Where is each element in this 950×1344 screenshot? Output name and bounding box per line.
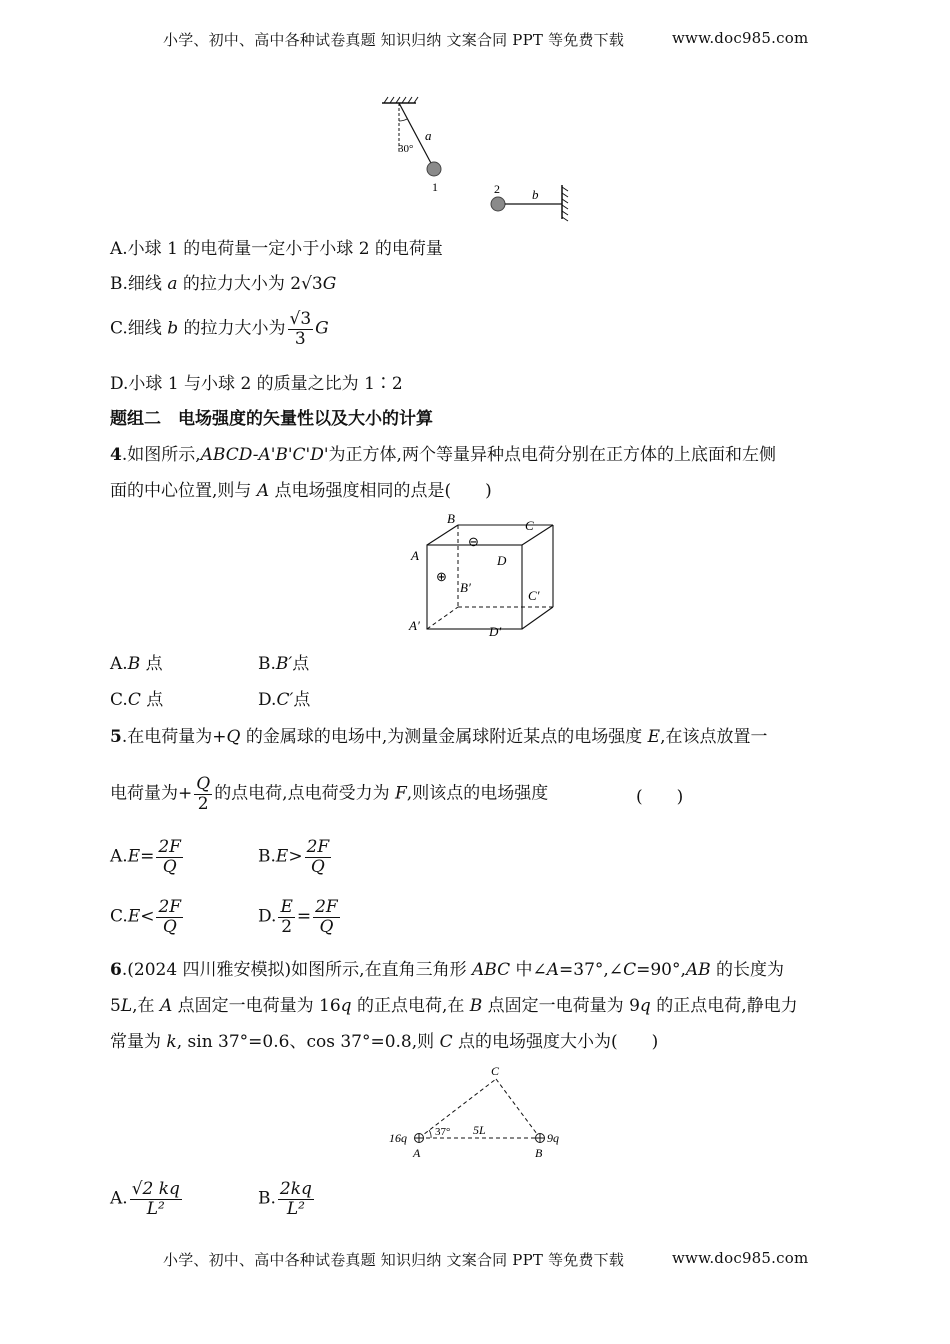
cube-label-D: D (497, 553, 507, 568)
q5-line-2: 电荷量为+ $\frac{Q}{2}$ 的点电荷,点电荷受力为 F,则该点的电场强度 (110, 774, 549, 814)
cube-label-Bprime: B′ (460, 580, 471, 595)
q5-option-b: B.E> $\frac{2F}{Q}$ (258, 837, 330, 877)
q5-option-c: C.E< $\frac{2F}{Q}$ (110, 897, 182, 937)
negative-charge-icon: ⊖ (468, 534, 479, 549)
tri-length-5L: 5L (473, 1123, 486, 1137)
figure-triangle (385, 1062, 575, 1162)
q5-answer-paren: ( ) (636, 787, 684, 807)
figure-pendulum (370, 95, 580, 225)
q6-line-3: 常量为 k, sin 37°=0.6、cos 37°=0.8,则 C 点的电场强度大小为( ) (110, 1032, 659, 1052)
q4-line-1: 4.如图所示,ABCD-A'B'C'D'为正方体,两个等量异种点电荷分别在正方体的上底面和左侧 (110, 445, 776, 465)
header-url: www.doc985.com (672, 29, 809, 47)
q4-line-2: 面的中心位置,则与 A 点电场强度相同的点是( ) (110, 481, 492, 501)
q6-line-2: 5L,在 A 点固定一电荷量为 16q 的正点电荷,在 B 点固定一电荷量为 9q 的正点电荷,静电力 (110, 996, 798, 1016)
header-text: 小学、初中、高中各种试卷真题 知识归纳 文案合同 PPT 等免费下载 (163, 31, 625, 49)
label-ball-2: 2 (494, 182, 500, 196)
tri-label-B: B (535, 1146, 543, 1160)
q6-option-a: A. $\frac{√2 kq}{\text{L²}}$ (110, 1179, 180, 1219)
q5-option-d: D. $\frac{E}{2}$ = $\frac{2F}{Q}$ (258, 897, 338, 937)
q4-option-a: A.B 点 (110, 654, 163, 674)
label-a: a (425, 128, 432, 143)
tri-label-A: A (413, 1146, 421, 1160)
q6-option-b: B. $\frac{2kq}{\text{L²}}$ (258, 1179, 312, 1219)
positive-charge-icon: ⊕ (436, 569, 447, 584)
footer-text: 小学、初中、高中各种试卷真题 知识归纳 文案合同 PPT 等免费下载 (163, 1251, 625, 1269)
tri-label-C: C (491, 1064, 500, 1078)
q5-line-1: 5.在电荷量为+Q 的金属球的电场中,为测量金属球附近某点的电场强度 E,在该点放置一 (110, 727, 768, 747)
label-ball-1: 1 (432, 180, 438, 194)
q4-option-b: B.B′点 (258, 654, 310, 674)
cube-label-A: A (411, 548, 419, 563)
cube-label-C: C (525, 518, 534, 533)
q3-option-b: B.细线 a 的拉力大小为 2√3G (110, 274, 337, 294)
cube-label-B: B (447, 512, 455, 526)
q3-option-c: C.细线 b 的拉力大小为 $\frac{√3}{3}$ G (110, 309, 329, 349)
q6-line-1: 6.(2024 四川雅安模拟)如图所示,在直角三角形 ABC 中∠A=37°,∠C=90°,AB 的长度为 (110, 960, 785, 980)
section-title: 题组二 电场强度的矢量性以及大小的计算 (110, 409, 433, 429)
footer-url: www.doc985.com (672, 1249, 809, 1267)
cube-label-Aprime: A′ (409, 618, 420, 633)
label-30deg: 30° (398, 143, 414, 155)
cube-label-Cprime: C′ (528, 588, 540, 603)
label-b: b (532, 187, 539, 202)
q3-option-a: A.小球 1 的电荷量一定小于小球 2 的电荷量 (110, 239, 443, 259)
tri-charge-9q: 9q (547, 1131, 559, 1145)
tri-charge-16q: 16q (389, 1131, 407, 1145)
q5-option-a: A.E= $\frac{2F}{Q}$ (110, 837, 181, 877)
cube-label-Dprime: D′ (489, 624, 502, 639)
q4-option-c: C.C 点 (110, 690, 164, 710)
tri-angle-37: 37° (435, 1126, 451, 1138)
q4-option-d: D.C′点 (258, 690, 311, 710)
q3-option-d: D.小球 1 与小球 2 的质量之比为 1∶2 (110, 374, 403, 394)
figure-cube (405, 512, 555, 642)
